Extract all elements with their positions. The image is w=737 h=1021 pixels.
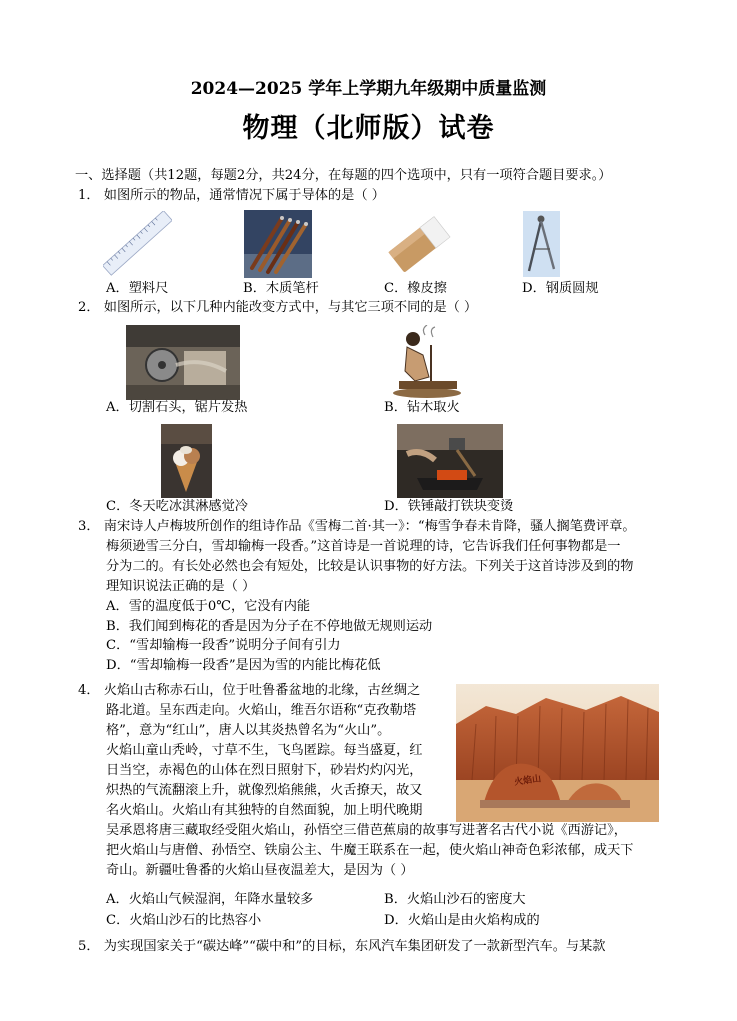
q4-line-9: 把火焰山与唐僧、孙悟空、铁扇公主、牛魔王联系在一起，使火焰山神奇色彩浓郁，成天下	[106, 843, 634, 858]
section1-heading: 一、选择题（共12题，每题2分，共24分，在每题的四个选项中，只有一项符合题目要求。）	[75, 168, 612, 183]
q4-line-10: 奇山。新疆吐鲁番的火焰山昼夜温差大，是因为（ ）	[106, 863, 414, 878]
q3-option-d: D．“雪却输梅一段香”是因为雪的内能比梅花低	[106, 658, 381, 673]
q1-stem: 1． 如图所示的物品，通常情况下属于导体的是（ ）	[78, 188, 385, 203]
steel-compass-image	[523, 211, 560, 277]
ice-cream-image	[161, 424, 212, 498]
q3-option-a: A．雪的温度低于0℃，它没有内能	[106, 599, 311, 614]
q1-option-c: C．橡皮擦	[384, 281, 447, 296]
q3-line-4: 理知识说法正确的是（ ）	[106, 579, 256, 594]
flaming-mountain-image	[456, 684, 659, 822]
q4-option-c: C．火焰山沙石的比热容小	[106, 913, 262, 928]
q4-option-d: D．火焰山是由火焰构成的	[384, 913, 540, 928]
q5-stem: 5． 为实现国家关于“碳达峰”“碳中和”的目标，东风汽车集团研发了一款新型汽车。与某款	[78, 939, 606, 954]
q4-line-6: 炽热的气流翻滚上升，就像烈焰熊熊，火舌撩天，故又	[106, 783, 423, 798]
q1-option-b: B．木质笔杆	[243, 281, 319, 296]
q3-line-3: 分为二的。有长处必然也会有短处，比较是认识事物的好方法。下列关于这首诗涉及到的物	[106, 559, 634, 574]
q2-stem: 2． 如图所示，以下几种内能改变方式中，与其它三项不同的是（ ）	[78, 300, 478, 315]
eraser-image	[384, 211, 456, 277]
q1-option-a: A．塑料尺	[106, 281, 169, 296]
q2-option-d: D．铁锤敲打铁块变烫	[384, 499, 514, 514]
q3-option-c: C．“雪却输梅一段香”说明分子间有引力	[106, 638, 341, 653]
q3-line-2: 梅须逊雪三分白，雪却输梅一段香。”这首诗是一首说理的诗，它告诉我们任何事物都是一	[106, 539, 621, 554]
q4-option-a: A．火焰山气候湿润，年降水量较多	[106, 892, 314, 907]
exam-title-line2: 物理（北师版）试卷	[242, 113, 495, 144]
q3-line-1: 3． 南宋诗人卢梅坡所创作的组诗作品《雪梅二首·其一》：“梅雪争春未肯降，骚人搁笔费评章。	[78, 519, 636, 534]
q4-line-2: 路北道。呈东西走向。火焰山，维吾尔语称“克孜勒塔	[106, 703, 417, 718]
q4-line-7: 名火焰山。火焰山有其独特的自然面貌，加上明代晚期	[106, 803, 423, 818]
q4-line-5: 日当空，赤褐色的山体在烈日照射下，砂岩灼灼闪光，	[106, 763, 423, 778]
q4-option-b: B．火焰山沙石的密度大	[384, 892, 526, 907]
stone-cutting-image	[126, 325, 240, 400]
wooden-pens-image	[244, 210, 312, 278]
q4-line-8: 吴承恩将唐三藏取经受阻火焰山，孙悟空三借芭蕉扇的故事写进著名古代小说《西游记》，	[106, 823, 627, 838]
drilling-wood-fire-image	[385, 325, 467, 400]
plastic-ruler-image	[103, 211, 172, 277]
q2-option-a: A．切割石头，锯片发热	[106, 400, 248, 415]
q2-option-b: B．钻木取火	[384, 400, 460, 415]
exam-title-line1: 2024—2025 学年上学期九年级期中质量监测	[190, 79, 547, 99]
q1-option-d: D．钢质圆规	[522, 281, 599, 296]
q4-line-3: 格”，意为“红山”，唐人以其炎热曾名为“火山”。	[106, 723, 391, 738]
hammer-iron-image	[397, 424, 503, 498]
rock-inscription: 火焰山	[513, 774, 542, 788]
q2-option-c: C．冬天吃冰淇淋感觉冷	[106, 499, 248, 514]
q3-option-b: B．我们闻到梅花的香是因为分子在不停地做无规则运动	[106, 619, 433, 634]
q4-line-1: 4． 火焰山古称赤石山，位于吐鲁番盆地的北缘，古丝绸之	[78, 683, 421, 698]
q4-line-4: 火焰山童山秃岭，寸草不生，飞鸟匿踪。每当盛夏，红	[106, 743, 423, 758]
